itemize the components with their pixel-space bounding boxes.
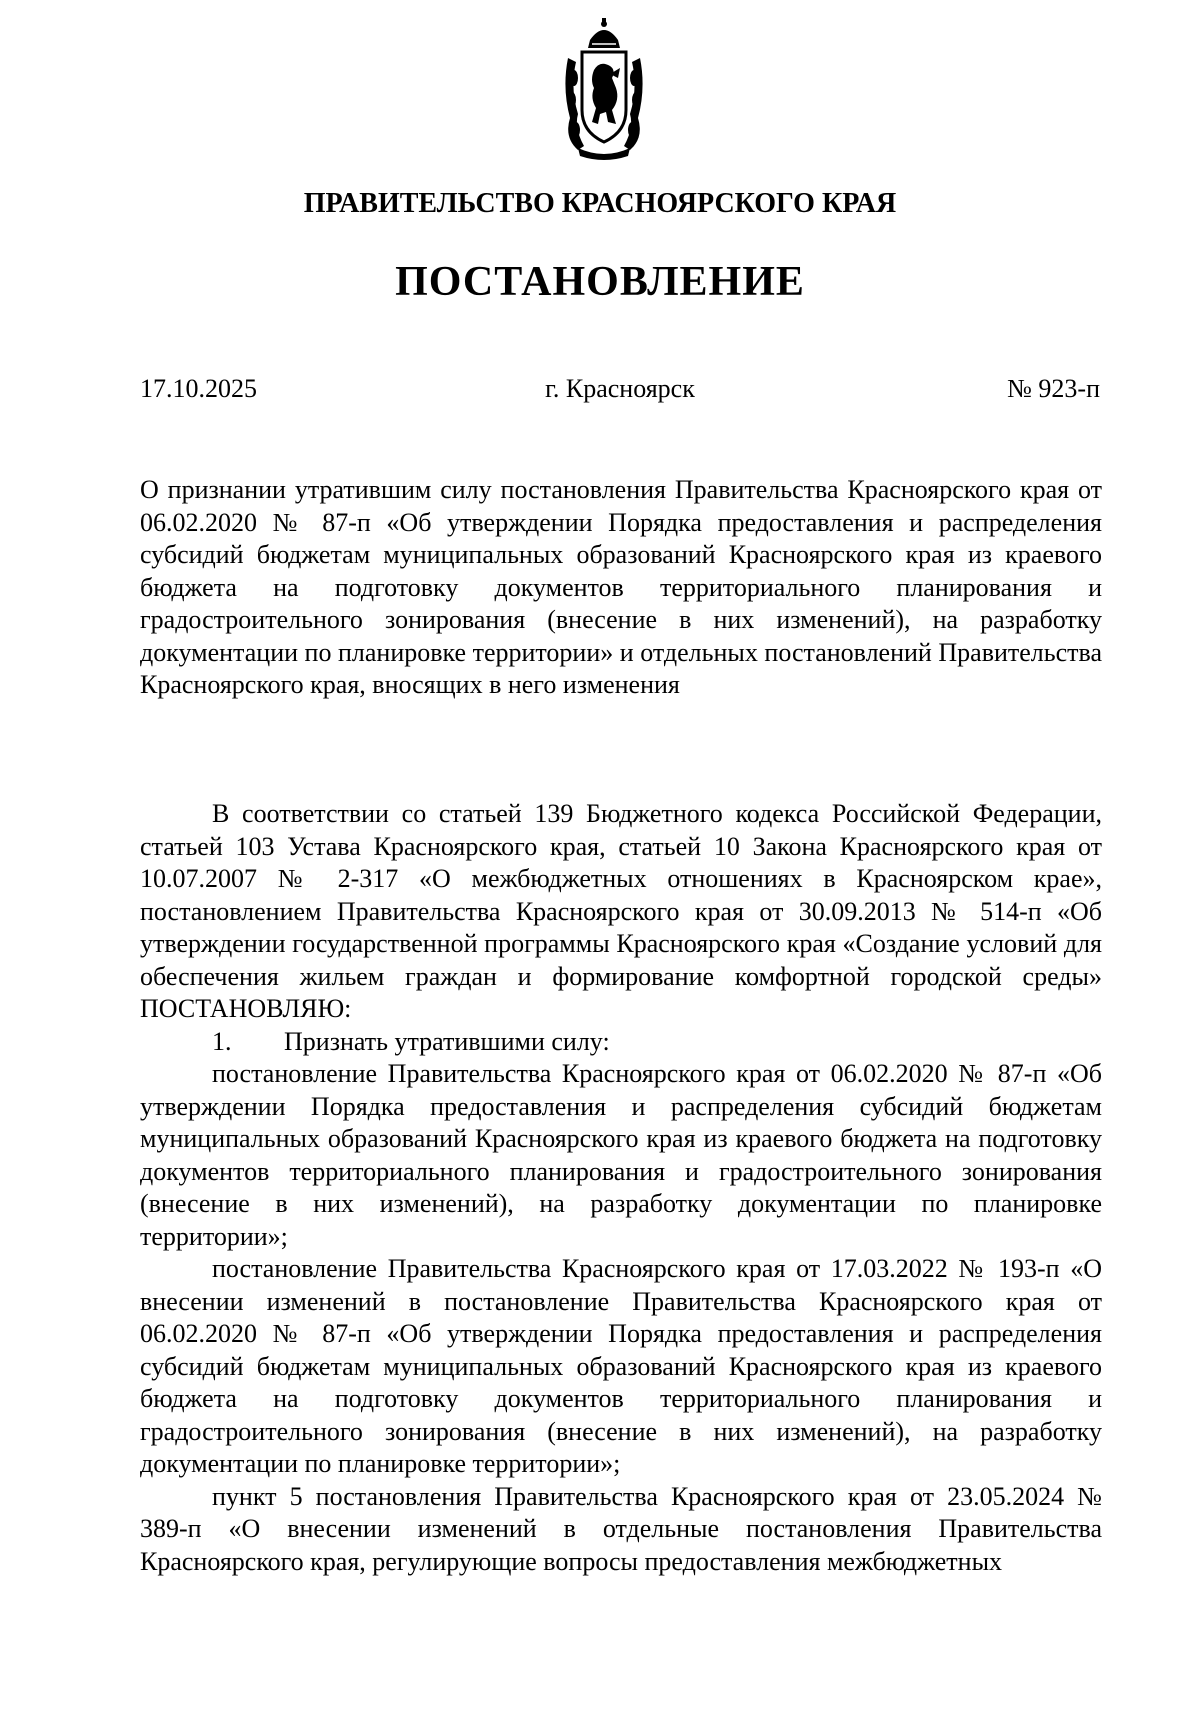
document-title: О признании утратившим силу постановления Правительства Красноярского края от 06.02.2020 № 87-п «Об утверждении Порядка предоставления и распределения субсидий бюджетам муниципальных образований Красноярского края из краевого бюджета на подготовку документов территориального планирования и градостроительного зонирования (внесение в них изменений), на разработку документации по планировке территории» и отдельных постановлений Правительства Красноярского края, вносящих в него изменения bbox=[140, 475, 1102, 699]
preamble-paragraph: В соответствии со статьей 139 Бюджетного кодекса Российской Федерации, статьей 103 Устава Красноярского края, статьей 10 Закона Красноярского края от 10.07.2007 № 2-317 «О межбюджетных отношениях в Красноярском крае», постановлением Правительства Красноярского края от 30.09.2013 № 514-п «Об утверждении государственной программы Красноярского края «Создание условий для обеспечения жильем граждан и формирование комфортной городской среды» ПОСТАНОВЛЯЮ: bbox=[140, 799, 1102, 1023]
document-date: 17.10.2025 bbox=[140, 374, 257, 403]
organization-name: ПРАВИТЕЛЬСТВО КРАСНОЯРСКОГО КРАЯ bbox=[303, 188, 897, 219]
item-1-number: 1. bbox=[212, 1026, 232, 1056]
document-type: ПОСТАНОВЛЕНИЕ bbox=[395, 259, 805, 305]
document-city: г. Красноярск bbox=[545, 374, 695, 403]
item-1-text: Признать утратившими силу: bbox=[284, 1026, 610, 1056]
document-body bbox=[140, 798, 1102, 1578]
item-1 bbox=[140, 1026, 1102, 1059]
document-number: № 923-п bbox=[1007, 374, 1100, 403]
document-meta bbox=[140, 374, 1100, 410]
repealed-act-2: постановление Правительства Красноярского края от 17.03.2022 № 193-п «О внесении изменений в постановление Правительства Красноярского края от 06.02.2020 № 87-п «Об утверждении Порядка предоставления и распределения субсидий бюджетам муниципальных образований Красноярского края из краевого бюджета на подготовку документов территориального планирования и градостроительного зонирования (внесение в них изменений), на разработку документации по планировке территории»; bbox=[140, 1254, 1102, 1478]
repealed-act-3: пункт 5 постановления Правительства Красноярского края от 23.05.2024 № 389-п «О внесении изменений в отдельные постановления Правительства Красноярского края, регулирующие вопросы предоставления межбюджетных bbox=[140, 1481, 1102, 1576]
coat-of-arms-icon bbox=[560, 18, 648, 160]
repealed-act-1: постановление Правительства Красноярского края от 06.02.2020 № 87-п «Об утверждении Порядка предоставления и распределения субсидий бюджетам муниципальных образований Красноярского края из краевого бюджета на подготовку документов территориального планирования и градостроительного зонирования (внесение в них изменений), на разработку документации по планировке территории»; bbox=[140, 1059, 1102, 1251]
